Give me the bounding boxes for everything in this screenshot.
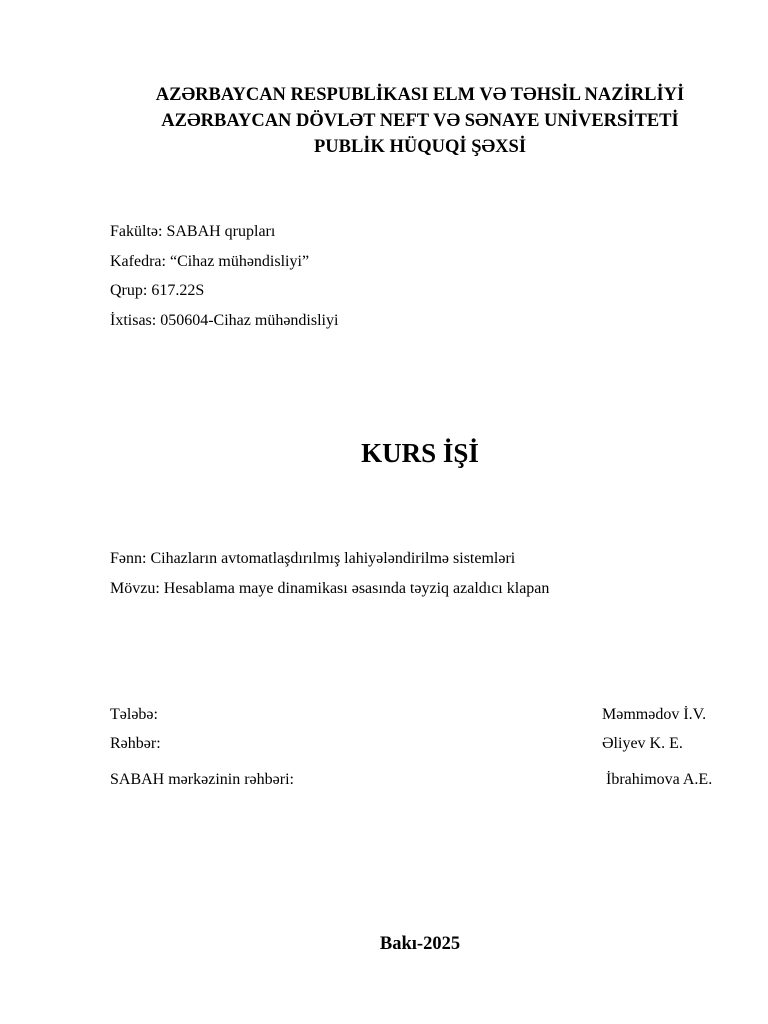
student-name: Məmmədov İ.V.	[602, 706, 707, 723]
group-line: Qrup: 617.22S	[110, 282, 205, 299]
specialty-line: İxtisas: 050604-Cihaz mühəndisliyi	[110, 311, 339, 329]
department-line: Kafedra: “Cihaz mühəndisliyi”	[110, 252, 310, 270]
supervisor-label: Rəhbər:	[110, 735, 161, 752]
center-head-name: İbrahimova A.E.	[606, 771, 713, 788]
student-label: Tələbə:	[110, 706, 158, 723]
legal-entity-line: PUBLİK HÜQUQİ ŞƏXSİ	[313, 137, 527, 157]
university-line: AZƏRBAYCAN DÖVLƏT NEFT VƏ SƏNAYE UNİVERSİTETİ	[161, 111, 679, 131]
faculty-line: Fakültə: SABAH qrupları	[110, 223, 276, 240]
document-title: KURS İŞİ	[361, 438, 479, 468]
course-line: Fənn: Cihazların avtomatlaşdırılmış lahiyələndirilmə sistemləri	[110, 550, 516, 567]
student-info-block	[110, 217, 338, 335]
topic-line: Mövzu: Hesablama maye dinamikası əsasında təyziq azaldıcı klapan	[110, 579, 550, 597]
supervisor-name: Əliyev K. E.	[602, 735, 683, 752]
place-year: Bakı-2025	[379, 934, 461, 954]
institution-header	[100, 82, 740, 160]
subject-block	[110, 544, 549, 603]
center-head-label: SABAH mərkəzinin rəhbəri:	[110, 771, 294, 788]
ministry-line: AZƏRBAYCAN RESPUBLİKASI ELM VƏ TƏHSİL NAZİRLİYİ	[155, 85, 685, 105]
